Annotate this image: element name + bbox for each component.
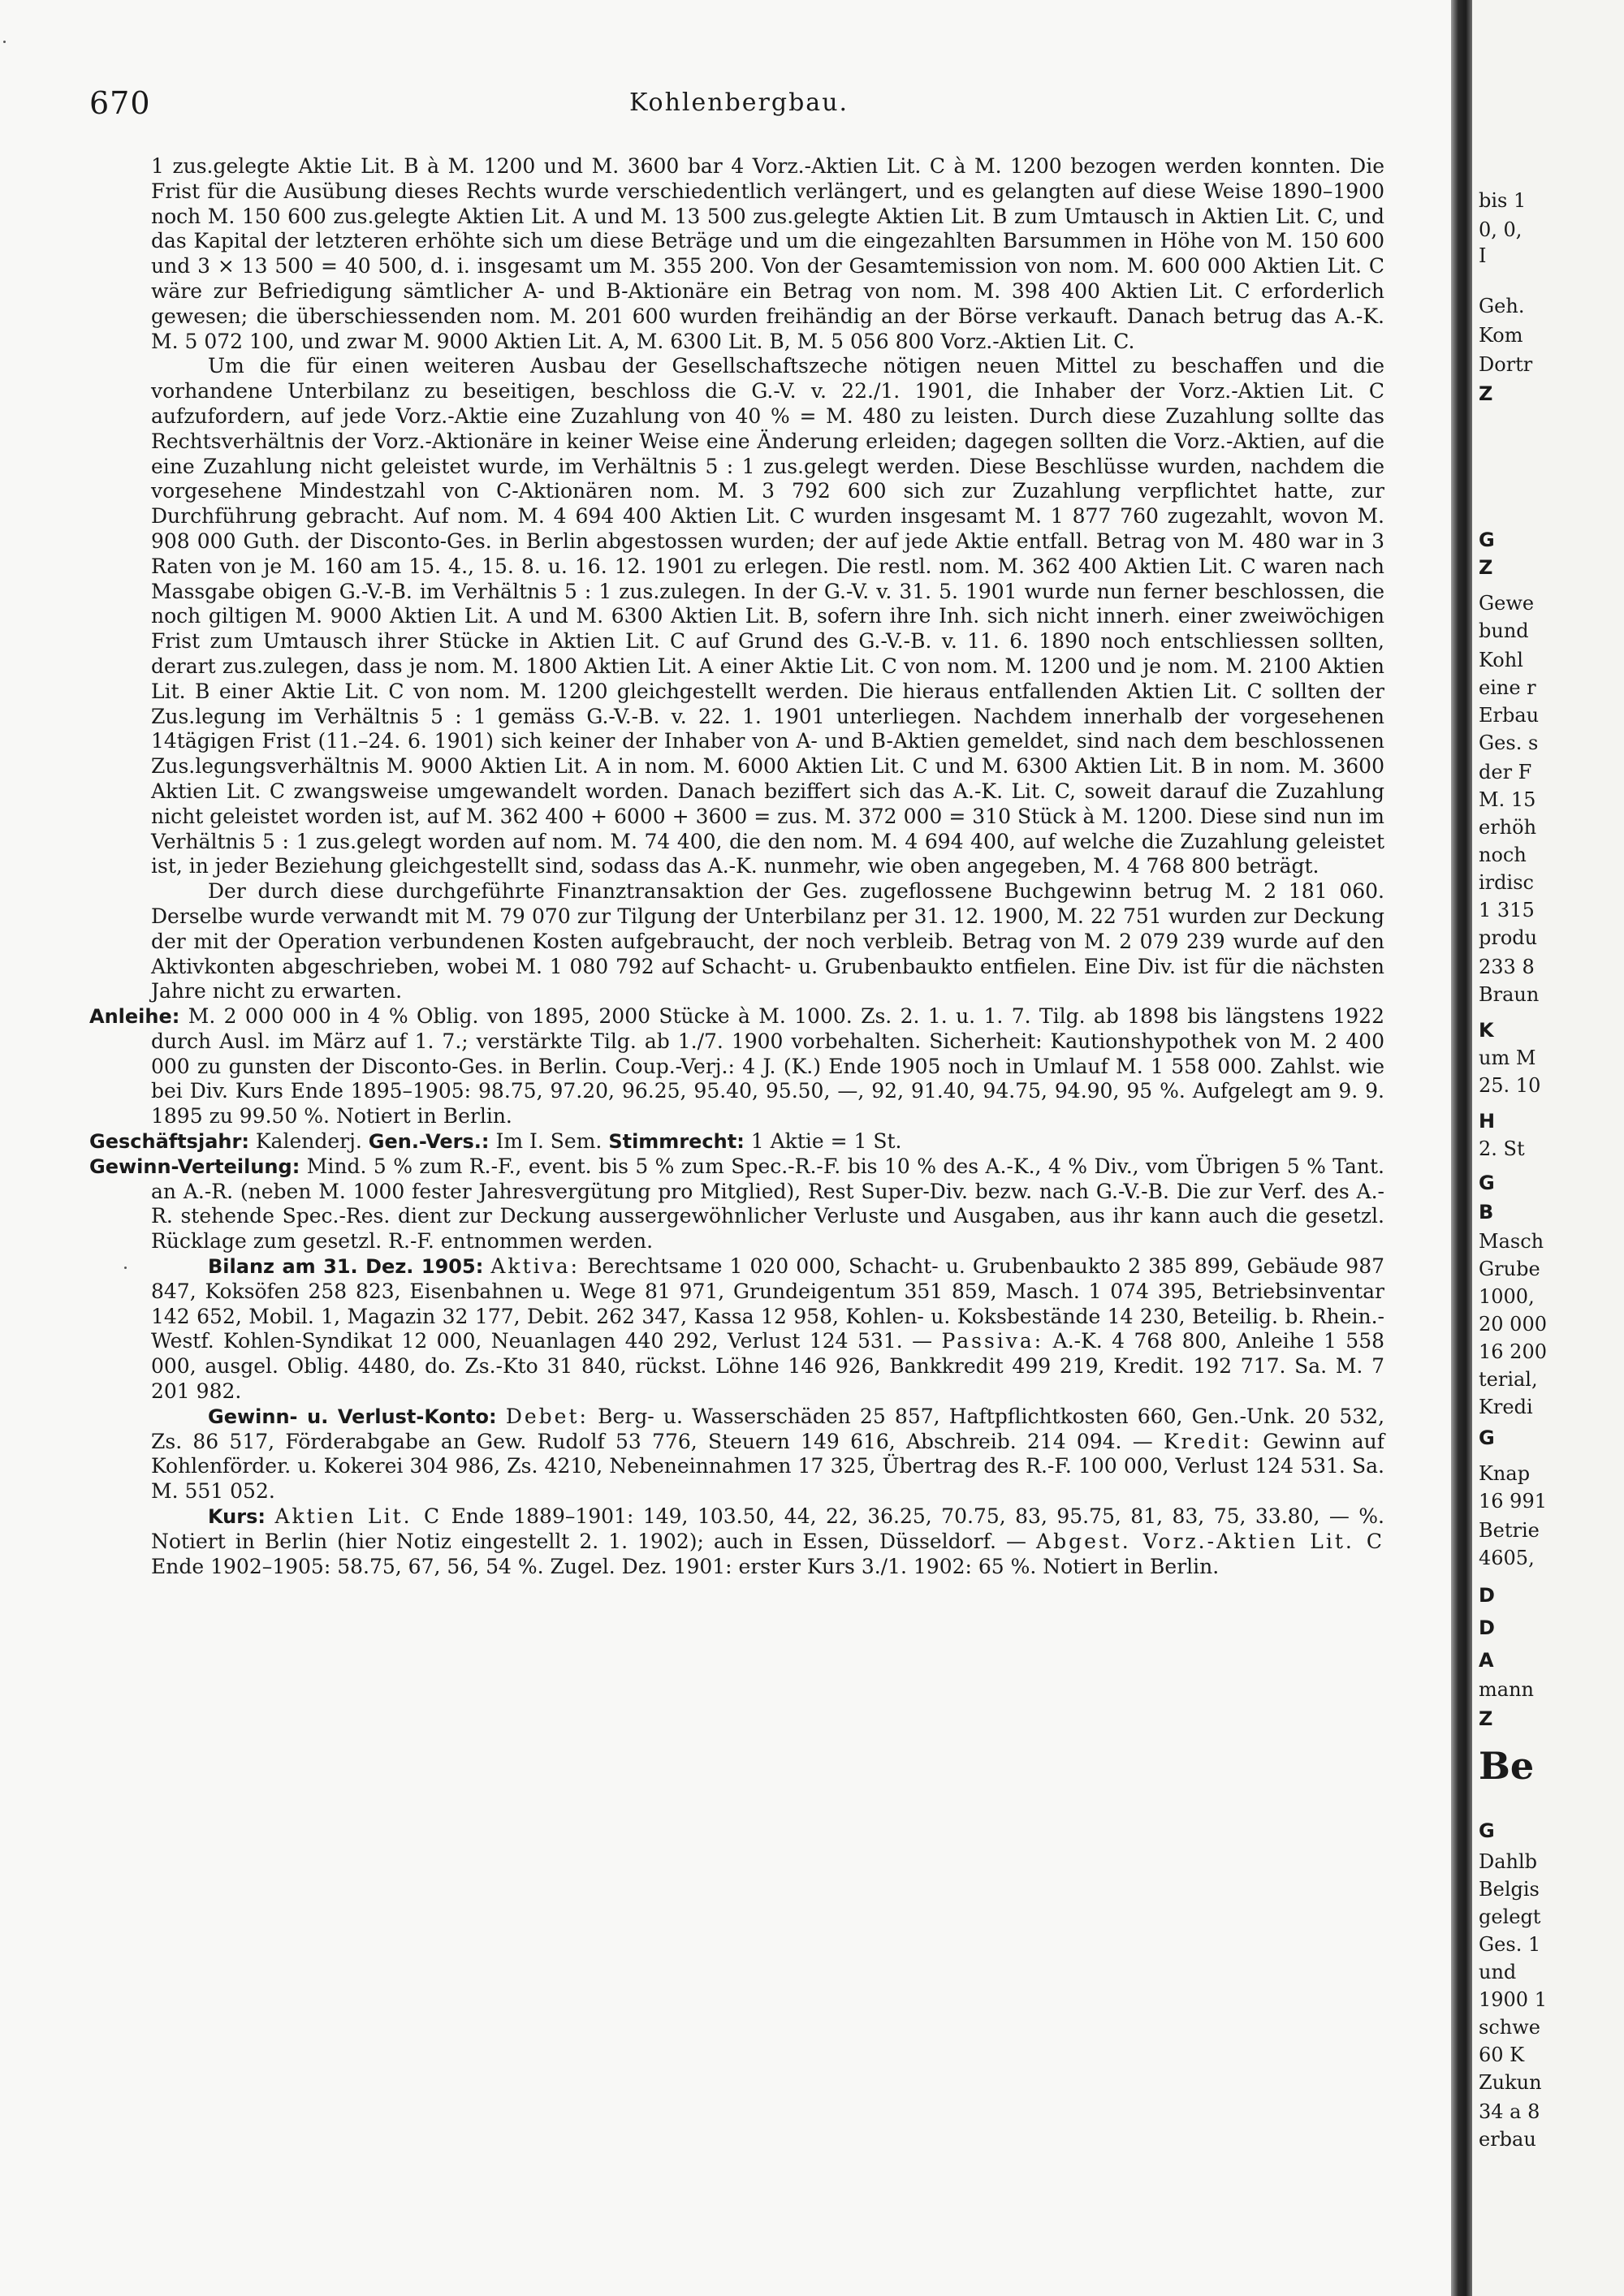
adjacent-page-line: 233 8 bbox=[1479, 956, 1535, 978]
entry-guv bbox=[89, 1405, 1384, 1504]
paragraph-share-exchange: 1 zus.gelegte Aktie Lit. B à M. 1200 und M. 3600 bar 4 Vorz.-Aktien Lit. C à M. 1200 bezogen werden konnten. Die Frist für die Ausübung dieses Rechts wurde verschiedentlich verlängert, und es gelangten auf diese Weise 1890–1900 noch M. 150 600 zus.gelegte Aktien Lit. A und M. 13 500 zus.gelegte Aktien Lit. B zum Umtausch in Aktien Lit. C, und das Kapital der letzteren erhöhte sich um diese Beträge und um die eingezahlten Barsummen in Höhe von M. 150 600 und 3 × 13 500 = 40 500, d. i. insgesamt um M. 355 200. Von der Gesamtemission von nom. M. 600 000 Aktien Lit. C wäre zur Befriedigung sämtlicher A- und B-Aktionäre ein Betrag von nom. M. 398 400 Aktien Lit. C erforderlich gewesen; die überschiessenden nom. M. 201 600 wurden freihändig an der Börse verkauft. Danach betrug das A.-K. M. 5 072 100, und zwar M. 9000 Aktien Lit. A, M. 6300 Lit. B, M. 5 056 800 Vorz.-Aktien Lit. C. bbox=[151, 154, 1384, 353]
adjacent-page-line: 1900 1 bbox=[1479, 1988, 1547, 2011]
adjacent-page-line: Betrie bbox=[1479, 1519, 1540, 1542]
adjacent-page-line: gelegt bbox=[1479, 1905, 1541, 1928]
adjacent-page-line: 20 000 bbox=[1479, 1313, 1547, 1336]
gen-vers-label: Gen.-Vers.: bbox=[368, 1130, 490, 1154]
adjacent-page-fragment bbox=[1472, 0, 1624, 2296]
kurs-text-2: Ende 1902–1905: 58.75, 67, 56, 54 %. Zugel. Dez. 1901: erster Kurs 3./1. 1902: 65 %. Notiert in Berlin. bbox=[151, 1554, 1220, 1578]
adjacent-page-line: Z bbox=[1479, 1707, 1493, 1730]
adjacent-page-line: produ bbox=[1479, 926, 1538, 949]
adjacent-page-line: Braun bbox=[1479, 983, 1540, 1006]
entry-bilanz bbox=[89, 1254, 1384, 1405]
adjacent-page-line: D bbox=[1479, 1584, 1495, 1607]
adjacent-page-line: Belgis bbox=[1479, 1878, 1540, 1901]
passiva-label: Passiva: bbox=[941, 1329, 1044, 1353]
adjacent-page-line: G bbox=[1479, 1819, 1495, 1842]
kurs-abgest-vorz-aktien: Abgest. Vorz.-Aktien Lit. C bbox=[1036, 1529, 1384, 1553]
adjacent-page-line: Geh. bbox=[1479, 295, 1525, 317]
print-speck bbox=[124, 1267, 127, 1269]
entry-gewinn-verteilung bbox=[89, 1154, 1384, 1254]
adjacent-page-line: G bbox=[1479, 529, 1495, 551]
paragraph-book-profit: Der durch diese durchgeführte Finanztransaktion der Ges. zugeflossene Buchgewinn betrug M. 2 181 060. Derselbe wurde verwandt mit M. 79 070 zur Tilgung der Unterbilanz per 31. 12. 1900, M. 22 751 wurden zur Deckung der mit der Operation verbundenen Kosten aufgebraucht, der noch verbleib. Betrag von M. 2 079 239 wurde auf den Aktivkonten abgeschrieben, wobei M. 1 080 792 auf Schacht- u. Grubenbaukto entfielen. Eine Div. ist für die nächsten Jahre nicht zu erwarten. bbox=[151, 879, 1384, 1003]
entry-geschaeftsjahr bbox=[89, 1129, 1384, 1154]
geschaeftsjahr-text: Kalenderj. bbox=[255, 1129, 362, 1154]
kredit-text: Gewinn auf Kohlenförder. u. Kokerei 304 986, Zs. 4210, Nebeneinnahmen 17 325, Übertrag des R.-F. 100 000, Verlust 124 531. Sa. M. 551 052. bbox=[151, 1429, 1384, 1504]
adjacent-page-line: D bbox=[1479, 1616, 1495, 1639]
adjacent-page-line: schwe bbox=[1479, 2016, 1540, 2039]
adjacent-page-line: 4605, bbox=[1479, 1547, 1535, 1569]
adjacent-page-line: bund bbox=[1479, 619, 1529, 642]
anleihe-label: Anleihe: bbox=[89, 1005, 180, 1029]
adjacent-page-line: M. 15 bbox=[1479, 788, 1536, 811]
paragraph-capital-measures: Um die für einen weiteren Ausbau der Gesellschaftszeche nötigen neuen Mittel zu beschaffen und die vorhandene Unterbilanz zu beseitigen, beschloss die G.-V. v. 22./1. 1901, die Inhaber der Vorz.-Aktien Lit. C aufzufordern, auf jede Vorz.-Aktie eine Zuzahlung von 40 % = M. 480 zu leisten. Durch diese Zuzahlung sollte das Rechtsverhältnis der Vorz.-Aktionäre in keiner Weise eine Änderung erleiden; dagegen sollten die Vorz.-Aktien, auf die eine Zuzahlung nicht geleistet wurde, im Verhältnis 5 : 1 zus.gelegt werden. Diese Beschlüsse wurden, nachdem die vorgesehene Mindestzahl von C-Aktionären nom. M. 3 792 600 sich zur Zuzahlung verpflichtet hatte, zur Durchführung gebracht. Auf nom. M. 4 694 400 Aktien Lit. C wurden insgesamt M. 1 877 760 zugezahlt, wovon M. 908 000 Guth. der Disconto-Ges. in Berlin abgestossen wurden; der auf jede Aktie entfall. Betrag von M. 480 war in 3 Raten von je M. 160 am 15. 4., 15. 8. u. 16. 12. 1901 zu erlegen. Die restl. nom. M. 362 400 Aktien Lit. C waren nach Massgabe obigen G.-V.-B. im Verhältnis 5 : 1 zus.zulegen. In der G.-V. v. 31. 5. 1901 wurde nun ferner beschlossen, die noch giltigen M. 9000 Aktien Lit. A und M. 6300 Aktien Lit. B, sofern ihre Inh. sich nicht innerh. einer zweiwöchigen Frist zum Umtausch ihrer Stücke in Aktien Lit. C auf Grund des G.-V.-B. v. 11. 6. 1890 noch entschliessen sollten, derart zus.zulegen, dass je nom. M. 1800 Aktien Lit. A einer Aktie Lit. C von nom. M. 1200 und je nom. M. 2100 Aktien Lit. B einer Aktie Lit. C von nom. M. 1200 gleichgestellt werden. Die hieraus entfallenden Aktien Lit. C sollten der Zus.legung im Verhältnis 5 : 1 gemäss G.-V.-B. v. 22. 1. 1901 unterliegen. Nachdem innerhalb der vorgesehenen 14tägigen Frist (11.–24. 6. 1901) sich keiner der Inhaber von A- und B-Aktien gemeldet, sind nach dem beschlossenen Zus.legungsverhältnis M. 9000 Aktien Lit. A in nom. M. 6000 Aktien Lit. C und M. 6300 Aktien Lit. B in nom. M. 3600 Aktien Lit. C zwangsweise umgewandelt worden. Danach beziffert sich das A.-K. Lit. C, soweit darauf die Zuzahlung nicht geleistet worden ist, auf M. 362 400 + 6000 + 3600 = zus. M. 372 000 = 310 Stück à M. 1200. Diese sind nun im Verhältnis 5 : 1 zus.gelegt worden auf nom. M. 74 400, die den nom. M. 4 694 400, auf welche die Zuzahlung geleistet ist, in jeder Beziehung gleichgestellt sind, sodass das A.-K. nunmehr, wie oben angegeben, M. 4 768 800 beträgt. bbox=[151, 354, 1384, 878]
entry-anleihe bbox=[89, 1004, 1384, 1129]
adjacent-page-line: Knap bbox=[1479, 1462, 1531, 1485]
adjacent-page-line: mann bbox=[1479, 1678, 1534, 1701]
adjacent-page-line: terial, bbox=[1479, 1368, 1538, 1391]
adjacent-page-line: Z bbox=[1479, 556, 1493, 579]
adjacent-page-line: bis 1 bbox=[1479, 189, 1527, 212]
adjacent-page-line: Ges. s bbox=[1479, 732, 1539, 754]
debet-label: Debet: bbox=[505, 1404, 589, 1428]
adjacent-page-line: 25. 10 bbox=[1479, 1074, 1541, 1097]
gen-vers-text: Im I. Sem. bbox=[495, 1129, 603, 1154]
gewinn-verteilung-text: Mind. 5 % zum R.-F., event. bis 5 % zum Spec.-R.-F. bis 10 % des A.-K., 4 % Div., vom Übrigen 5 % Tant. an A.-R. (neben M. 1000 fester Jahresvergütung pro Mitglied), Rest Super-Div. bezw. nach G.-V.-B. Die zur Verf. des A.-R. stehende Spec.-Res. dient zur Deckung aussergewöhnlicher Verluste und Ausgaben, aus ihr kann auch die gesetzl. Rücklage zum gesetzl. R.-F. entnommen werden. bbox=[151, 1154, 1384, 1254]
adjacent-page-line: und bbox=[1479, 1961, 1517, 1983]
adjacent-page-line: Masch bbox=[1479, 1230, 1544, 1253]
adjacent-page-line: 16 991 bbox=[1479, 1490, 1547, 1513]
adjacent-page-line: irdisc bbox=[1479, 871, 1534, 894]
page-header bbox=[89, 85, 1389, 134]
adjacent-page-line: B bbox=[1479, 1201, 1494, 1224]
running-title: Kohlenbergbau. bbox=[628, 88, 849, 117]
adjacent-page-line: noch bbox=[1479, 844, 1527, 866]
adjacent-page-line: 2. St bbox=[1479, 1137, 1525, 1160]
adjacent-page-line: Grube bbox=[1479, 1258, 1540, 1280]
adjacent-page-line: erhöh bbox=[1479, 816, 1537, 839]
kurs-label: Kurs: bbox=[208, 1505, 266, 1529]
adjacent-page-line: Be bbox=[1479, 1744, 1535, 1788]
adjacent-page-line: Gewe bbox=[1479, 592, 1535, 615]
adjacent-page-line: Ges. 1 bbox=[1479, 1933, 1541, 1956]
geschaeftsjahr-label: Geschäftsjahr: bbox=[89, 1130, 249, 1154]
adjacent-page-line: I bbox=[1479, 244, 1487, 267]
bilanz-label: Bilanz am 31. Dez. 1905: bbox=[208, 1255, 484, 1279]
adjacent-page-line: Kredi bbox=[1479, 1396, 1533, 1418]
adjacent-page-line: K bbox=[1479, 1019, 1494, 1042]
adjacent-page-line: Kom bbox=[1479, 324, 1523, 347]
gewinn-verteilung-label: Gewinn-Verteilung: bbox=[89, 1154, 300, 1178]
adjacent-page-line: um M bbox=[1479, 1047, 1536, 1069]
adjacent-page-line: 60 K bbox=[1479, 2044, 1525, 2066]
print-speck bbox=[3, 41, 6, 43]
text-column bbox=[89, 154, 1384, 1579]
adjacent-page-line: G bbox=[1479, 1172, 1495, 1194]
adjacent-page-line: 1 315 bbox=[1479, 899, 1535, 921]
adjacent-page-line: der F bbox=[1479, 761, 1532, 783]
aktiva-text: Berechtsame 1 020 000, Schacht- u. Grubenbaukto 2 385 899, Gebäude 987 847, Koksöfen 258 823, Eisenbahnen u. Wege 81 971, Grundeigentum 351 859, Masch. 1 074 395, Betriebsinventar 142 652, Mobil. 1, Magazin 32 177, Debit. 262 347, Kassa 12 958, Kohlen- u. Koksbestände 14 230, Beteilig. b. Rhein.-Westf. Kohlen-Syndikat 12 000, Neuanlagen 440 292, Verlust 124 531. — bbox=[151, 1254, 1385, 1353]
kredit-label: Kredit: bbox=[1164, 1429, 1252, 1453]
adjacent-page-line: G bbox=[1479, 1426, 1495, 1449]
guv-label: Gewinn- u. Verlust-Konto: bbox=[208, 1405, 497, 1428]
adjacent-page-line: Zukun bbox=[1479, 2071, 1542, 2094]
adjacent-page-line: 0, 0, bbox=[1479, 218, 1522, 241]
kurs-text-1: Ende 1889–1901: 149, 103.50, 44, 22, 36.25, 70.75, 83, 95.75, 81, 83, 75, 33.80, — %. Notiert in Berlin (hier Notiz eingestellt 2. 1. 1902); auch in Essen, Düsseldorf. — bbox=[151, 1504, 1384, 1553]
stimmrecht-label: Stimmrecht: bbox=[608, 1130, 745, 1154]
adjacent-page-line: Z bbox=[1479, 382, 1493, 405]
debet-text: Berg- u. Wasserschäden 25 857, Haftpflichtkosten 660, Gen.-Unk. 20 532, Zs. 86 517, Förderabgabe an Gew. Rudolf 53 776, Steuern 149 616, Abschreib. 214 094. — bbox=[151, 1404, 1385, 1453]
adjacent-page-line: 1000, bbox=[1479, 1285, 1535, 1308]
passiva-text: A.-K. 4 768 800, Anleihe 1 558 000, ausgel. Oblig. 4480, do. Zs.-Kto 31 840, rückst. Löhne 146 926, Bankkredit 499 219, Kredit. 192 717. Sa. M. 7 201 982. bbox=[151, 1329, 1385, 1404]
kurs-aktien-lit-c: Aktien Lit. C bbox=[274, 1504, 443, 1529]
adjacent-page-line: A bbox=[1479, 1649, 1494, 1672]
stimmrecht-text: 1 Aktie = 1 St. bbox=[750, 1129, 902, 1154]
adjacent-page-line: erbau bbox=[1479, 2128, 1536, 2151]
page-number: 670 bbox=[89, 85, 151, 121]
adjacent-page-line: Kohl bbox=[1479, 649, 1523, 671]
adjacent-page-line: H bbox=[1479, 1110, 1496, 1133]
adjacent-page-line: eine r bbox=[1479, 676, 1536, 699]
page-edge-shadow bbox=[1451, 0, 1472, 2296]
adjacent-page-line: 34 a 8 bbox=[1479, 2100, 1540, 2123]
adjacent-page-line: Dahlb bbox=[1479, 1850, 1538, 1873]
entry-kurs bbox=[89, 1504, 1384, 1579]
adjacent-page-line: 16 200 bbox=[1479, 1340, 1547, 1363]
adjacent-page-line: Dortr bbox=[1479, 353, 1533, 376]
aktiva-label: Aktiva: bbox=[490, 1254, 581, 1279]
adjacent-page-line: Erbau bbox=[1479, 704, 1540, 727]
anleihe-text: M. 2 000 000 in 4 % Oblig. von 1895, 2000 Stücke à M. 1000. Zs. 2. 1. u. 1. 7. Tilg. ab 1898 bis längstens 1922 durch Ausl. im März auf 1. 7.; verstärkte Tilg. ab 1./7. 1900 vorbehalten. Sicherheit: Kautionshypothek von M. 2 400 000 zu gunsten der Disconto-Ges. in Berlin. Coup.-Verj.: 4 J. (K.) Ende 1905 noch in Umlauf M. 1 558 000. Zahlst. wie bei Div. Kurs Ende 1895–1905: 98.75, 97.20, 96.25, 95.40, 95.50, —, 92, 91.40, 94.75, 94.90, 95 %. Aufgelegt am 9. 9. 1895 zu 99.50 %. Notiert in Berlin. bbox=[151, 1004, 1384, 1129]
